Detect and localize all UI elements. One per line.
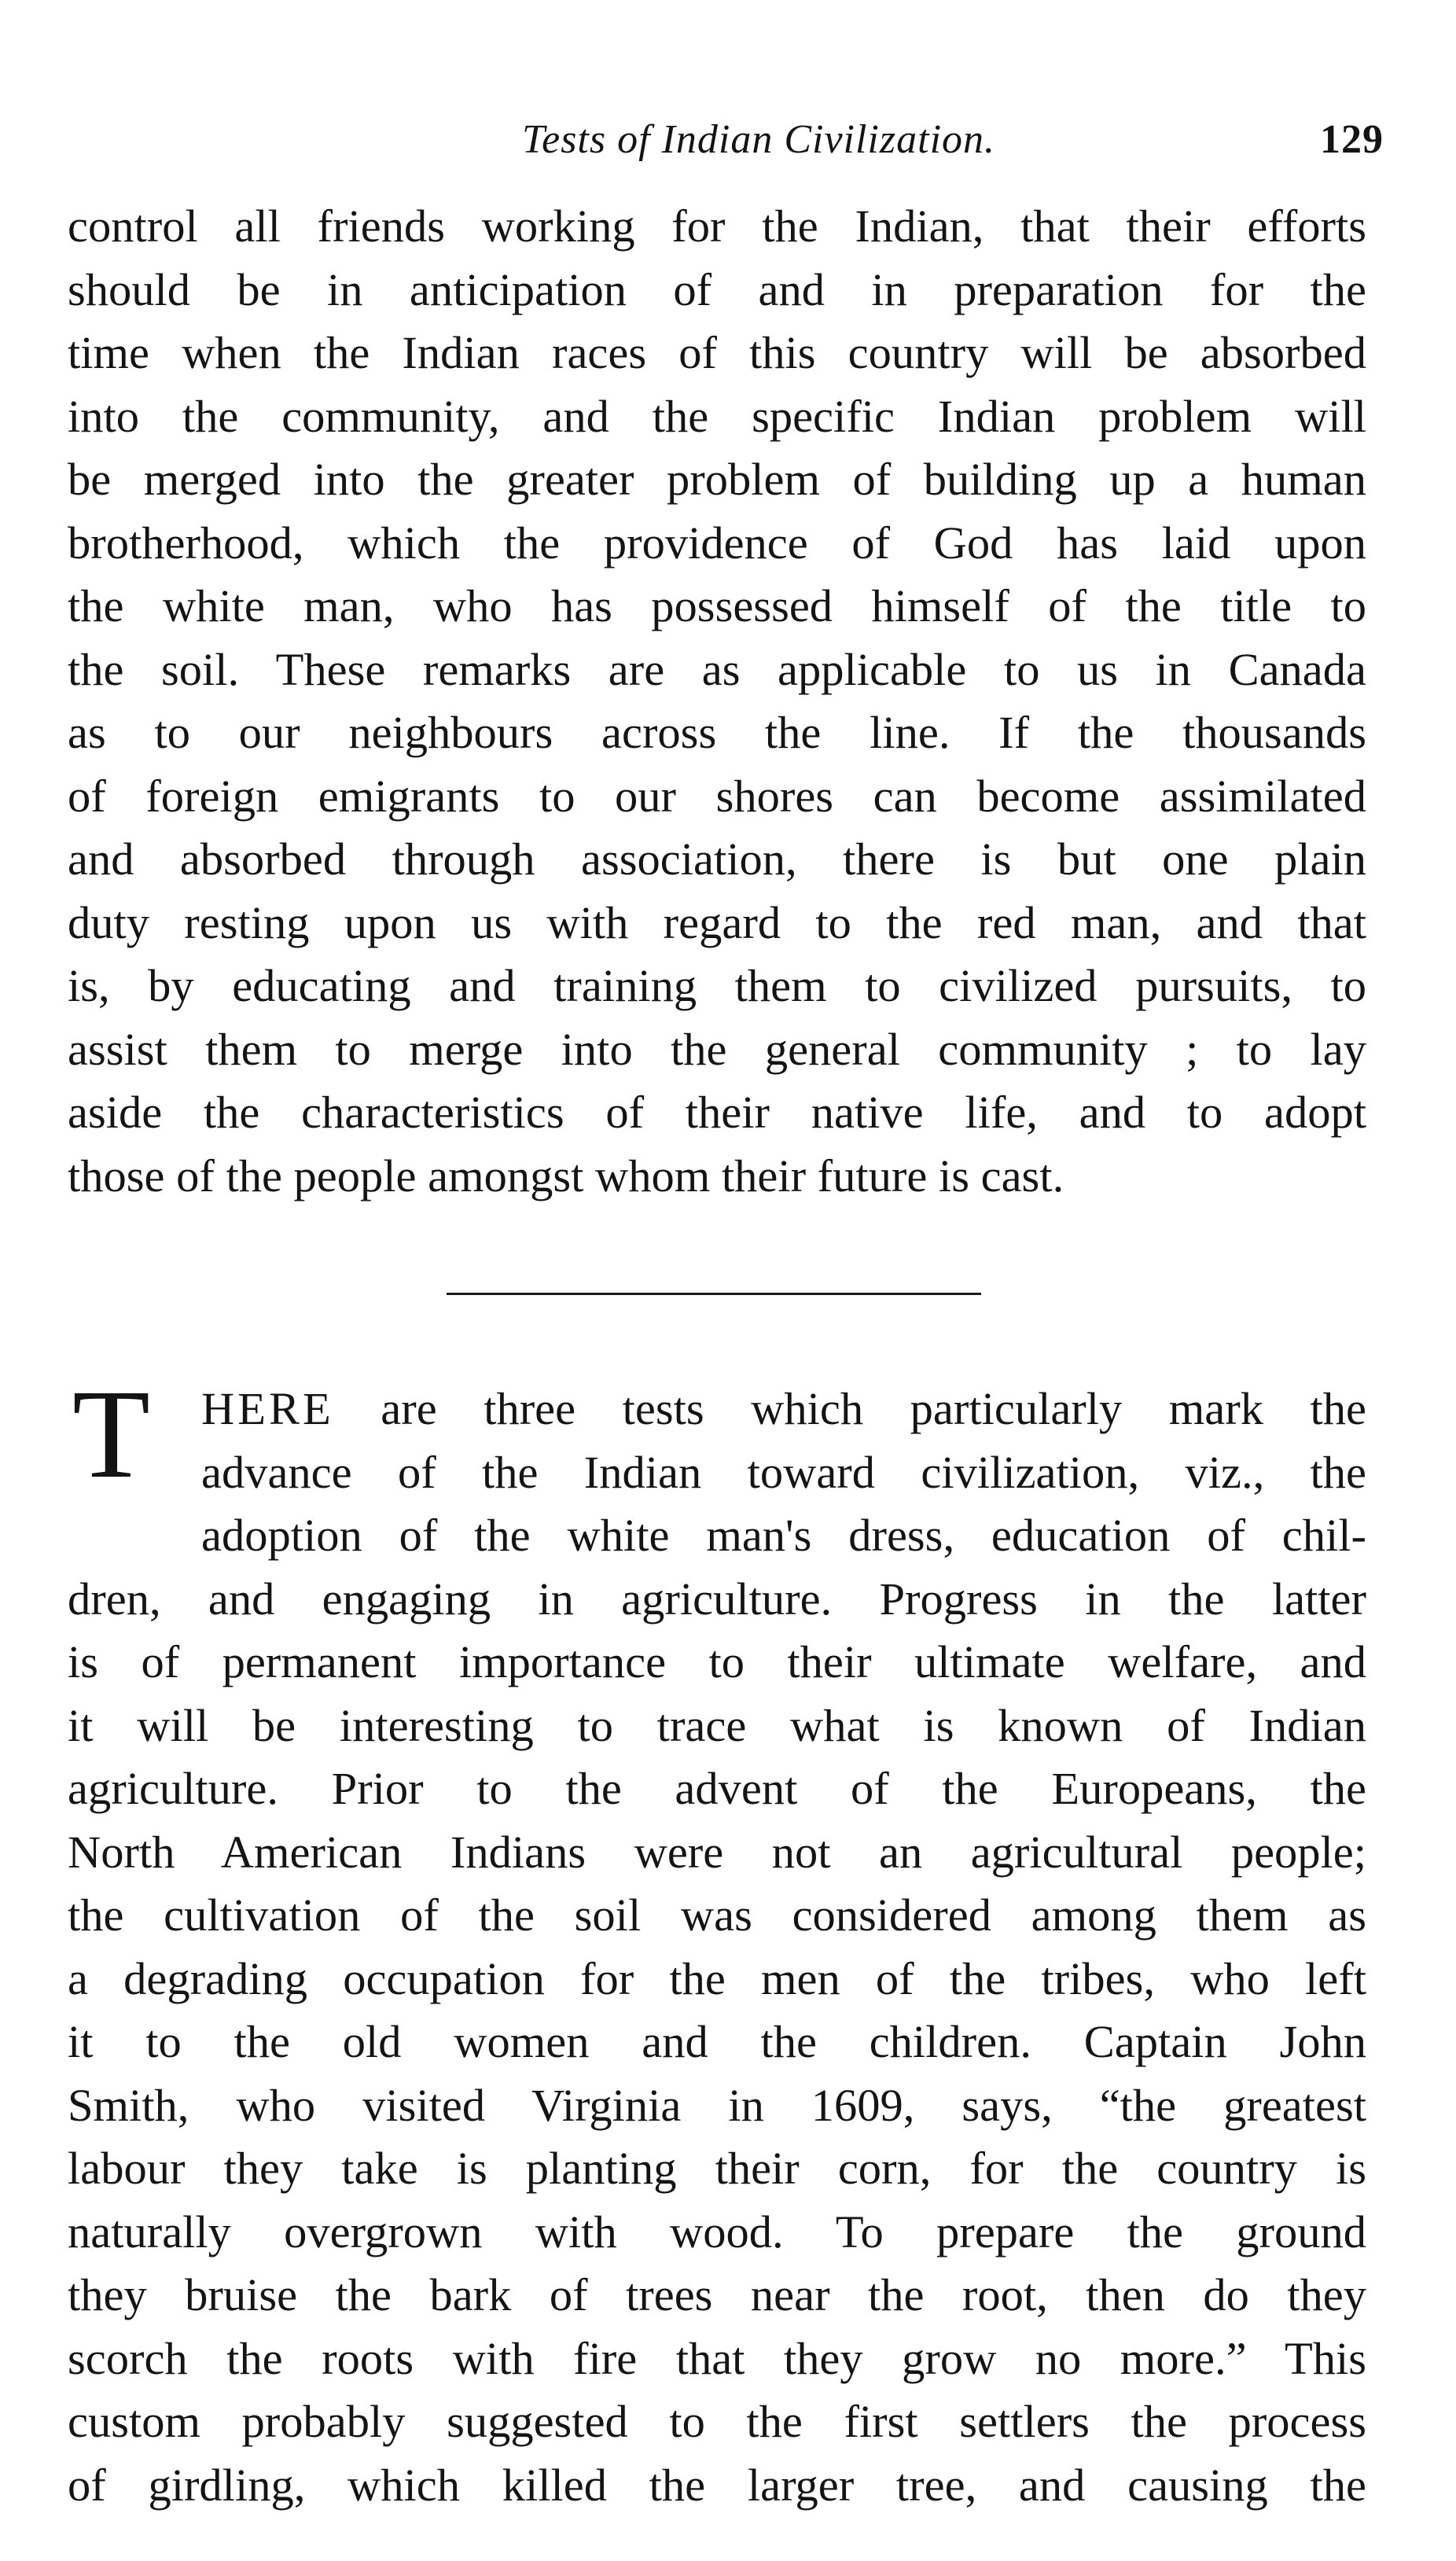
text-line: those of the people amongst whom their future is cast.: [68, 1150, 1064, 1201]
text-line: custom probably suggested to the first settlers the process: [68, 2396, 1366, 2447]
section-divider: [447, 1293, 981, 1295]
text-line: scorch the roots with fire that they grow no more.” This: [68, 2332, 1366, 2384]
text-line: the cultivation of the soil was considered among them as: [68, 1889, 1366, 1941]
paragraph-1: [68, 195, 1366, 1208]
text-line: should be in anticipation of and in preparation for the: [68, 263, 1366, 315]
text-line: agriculture. Prior to the advent of the Europeans, the: [68, 1763, 1366, 1814]
text-line: a degrading occupation for the men of the tribes, who left: [68, 1952, 1366, 2004]
running-head: [71, 116, 1384, 171]
text-line: dren, and engaging in agriculture. Progress in the latter: [68, 1573, 1366, 1625]
text-line-rest: are three tests which particularly mark the: [333, 1383, 1366, 1434]
text-line: North American Indians were not an agricultural people;: [68, 1826, 1366, 1878]
text-line: time when the Indian races of this country will be absorbed: [68, 327, 1366, 378]
text-line: labour they take is planting their corn, for the country is: [68, 2143, 1366, 2194]
text-line: brotherhood, which the providence of God has laid upon: [68, 517, 1366, 568]
text-line: advance of the Indian toward civilization, viz., the: [201, 1446, 1366, 1498]
text-line: into the community, and the specific Indian problem will: [68, 390, 1366, 442]
text-line: control all friends working for the Indian, that their efforts: [68, 201, 1366, 252]
text-line: duty resting upon us with regard to the red man, and that: [68, 896, 1366, 948]
text-line-first: [68, 1378, 1366, 1441]
text-line: it will be interesting to trace what is known of Indian: [68, 1699, 1366, 1751]
text-line: it to the old women and the children. Captain John: [68, 2016, 1366, 2067]
text-line: assist them to merge into the general community ; to lay: [68, 1023, 1366, 1075]
text-line: is of permanent importance to their ultimate welfare, and: [68, 1636, 1366, 1687]
text-line: be merged into the greater problem of building up a human: [68, 454, 1366, 505]
text-line: of foreign emigrants to our shores can become assimilated: [68, 770, 1366, 822]
text-line: the soil. These remarks are as applicable to us in Canada: [68, 643, 1366, 695]
text-line: and absorbed through association, there is but one plain: [68, 833, 1366, 885]
drop-cap: T: [72, 1364, 150, 1505]
text-line: they bruise the bark of trees near the root, then do they: [68, 2269, 1366, 2320]
text-line: is, by educating and training them to civilized pursuits, to: [68, 960, 1366, 1011]
text-line: Smith, who visited Virginia in 1609, says, “the greatest: [68, 2079, 1366, 2131]
text-line: adoption of the white man's dress, education of chil-: [201, 1510, 1366, 1561]
text-line: naturally overgrown with wood. To prepare the ground: [68, 2206, 1366, 2257]
page-number: 129: [1320, 117, 1384, 162]
running-title: Tests of Indian Civilization.: [521, 117, 996, 162]
text-line: aside the characteristics of their native life, and to adopt: [68, 1087, 1366, 1138]
text-line: the white man, who has possessed himself of the title to: [68, 580, 1366, 631]
opening-word: HERE: [201, 1383, 334, 1434]
paragraph-2: [68, 1378, 1366, 2517]
text-line: of girdling, which killed the larger tree, and causing the: [68, 2459, 1366, 2511]
text-line: as to our neighbours across the line. If the thousands: [68, 707, 1366, 758]
